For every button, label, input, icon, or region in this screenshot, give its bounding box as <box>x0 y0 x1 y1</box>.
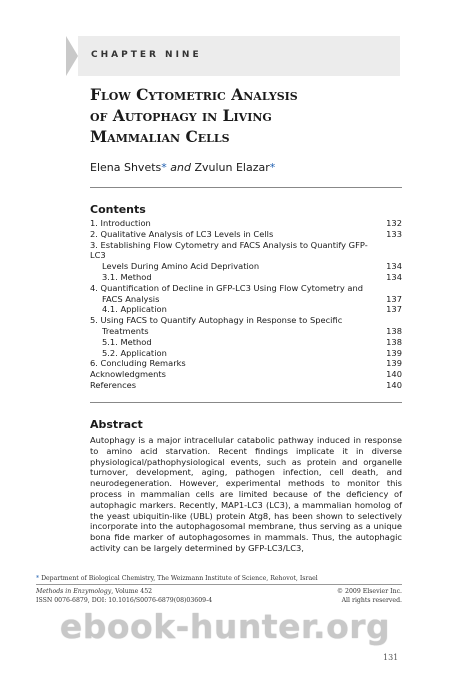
toc-entry-title: FACS Analysis <box>102 293 160 304</box>
abstract-text: Autophagy is a major intracellular catabolic pathway induced in response to amino acid starvation. Recent findings implicate it in diverse physiological/pathophysiological events, such as protein and organelle turnover, development, aging, pathogen infection, cell death, and neurodegeneration. However, experimental methods to monitor this process in mammalian cells are limited because of the deficiency of autophagic markers. Recently, MAP1-LC3 (LC3), a mammalian homolog of the yeast ubiquitin-like (UBL) protein Atg8, has been shown to selectively incorporate into the autophagosomal membrane, thus serving as a unique bona fide marker of autophagosomes in mammals. Thus, the autophagic activity can be largely determined by GFP-LC3/LC3, <box>90 435 402 553</box>
footnote-mark: * <box>36 575 40 582</box>
copyright: © 2009 Elsevier Inc. <box>336 588 402 595</box>
abstract-heading: Abstract <box>90 418 143 431</box>
toc-entry-page: 137 <box>386 304 402 315</box>
toc-entry-page: 139 <box>386 347 402 358</box>
toc-entry-title: 1. Introduction <box>90 218 151 228</box>
author-conjunction: and <box>170 161 191 174</box>
contents-heading: Contents <box>90 203 146 216</box>
toc-entry[interactable] <box>90 369 402 380</box>
toc-entry-page: 138 <box>386 336 402 347</box>
divider-contents <box>90 402 402 403</box>
chapter-title <box>90 84 390 147</box>
toc-entry-title: Levels During Amino Acid Deprivation <box>102 261 260 272</box>
title-line-3: Mammalian Cells <box>90 127 230 146</box>
toc-entry[interactable] <box>90 240 402 262</box>
toc-entry-page: 138 <box>386 325 402 336</box>
toc-entry-page: 139 <box>386 358 402 369</box>
toc-entry-title: 3. Establishing Flow Cytometry and FACS Analysis to Quantify GFP-LC3 <box>90 239 368 261</box>
toc-entry[interactable] <box>90 229 402 240</box>
toc-entry[interactable] <box>90 218 402 229</box>
toc-entry[interactable] <box>90 337 402 348</box>
toc-entry-title: Treatments <box>102 325 149 336</box>
journal-name: Methods in Enzymology <box>36 588 112 595</box>
chapter-label: CHAPTER NINE <box>91 50 202 60</box>
author-first: Elena Shvets <box>90 161 162 174</box>
issn-doi: ISSN 0076-6879, DOI: 10.1016/S0076-6879(08)03609-4 <box>36 597 213 604</box>
toc-entry-page: 140 <box>386 379 402 390</box>
toc-entry-title: 4. Quantification of Decline in GFP-LC3 Using Flow Cytometry and <box>90 282 363 293</box>
toc-entry[interactable] <box>90 315 402 326</box>
toc-entry-title: 6. Concluding Remarks <box>90 358 186 369</box>
journal-volume: , Volume 452 <box>111 588 153 595</box>
toc-entry-title: Acknowledgments <box>90 369 166 380</box>
toc-entry[interactable] <box>90 380 402 391</box>
bib-line-2 <box>36 597 402 604</box>
footnote-text: Department of Biological Chemistry, The Weizmann Institute of Science, Rehovot, Israel <box>41 575 318 582</box>
page-number: 131 <box>383 653 399 662</box>
authors <box>90 161 275 174</box>
toc-entry-page: 133 <box>386 228 402 239</box>
divider-top <box>90 187 402 188</box>
table-of-contents <box>90 218 402 391</box>
toc-entry[interactable] <box>90 326 402 337</box>
title-line-2: of Autophagy in Living <box>90 106 272 125</box>
toc-entry[interactable] <box>90 272 402 283</box>
toc-entry-title: 3.1. Method <box>102 271 152 282</box>
toc-entry-page: 134 <box>386 271 402 282</box>
toc-entry-title: 5.1. Method <box>102 336 152 347</box>
toc-entry-title: References <box>90 379 137 390</box>
toc-entry-page: 132 <box>386 218 402 228</box>
author-second: Zvulun Elazar <box>194 161 270 174</box>
rights: All rights reserved. <box>341 597 402 604</box>
footnote <box>36 575 318 582</box>
toc-entry-page: 134 <box>386 261 402 272</box>
toc-entry[interactable] <box>90 358 402 369</box>
toc-entry[interactable] <box>90 261 402 272</box>
bib-line-1 <box>36 588 402 595</box>
toc-entry[interactable] <box>90 283 402 294</box>
author-first-mark[interactable]: * <box>161 161 167 174</box>
toc-entry[interactable] <box>90 304 402 315</box>
toc-entry-page: 140 <box>386 369 402 380</box>
toc-entry[interactable] <box>90 348 402 359</box>
toc-entry-title: 5. Using FACS to Quantify Autophagy in Response to Specific <box>90 315 343 326</box>
toc-entry-title: 4.1. Application <box>102 304 167 315</box>
toc-entry-title: 2. Qualitative Analysis of LC3 Levels in Cells <box>90 228 274 239</box>
title-line-1: Flow Cytometric Analysis <box>90 85 298 104</box>
watermark: ebook-hunter.org <box>59 607 391 646</box>
author-second-mark[interactable]: * <box>269 161 276 174</box>
toc-entry-title: 5.2. Application <box>102 347 167 358</box>
toc-entry[interactable] <box>90 294 402 305</box>
footnote-divider <box>36 584 402 585</box>
toc-entry-page: 137 <box>386 293 402 304</box>
